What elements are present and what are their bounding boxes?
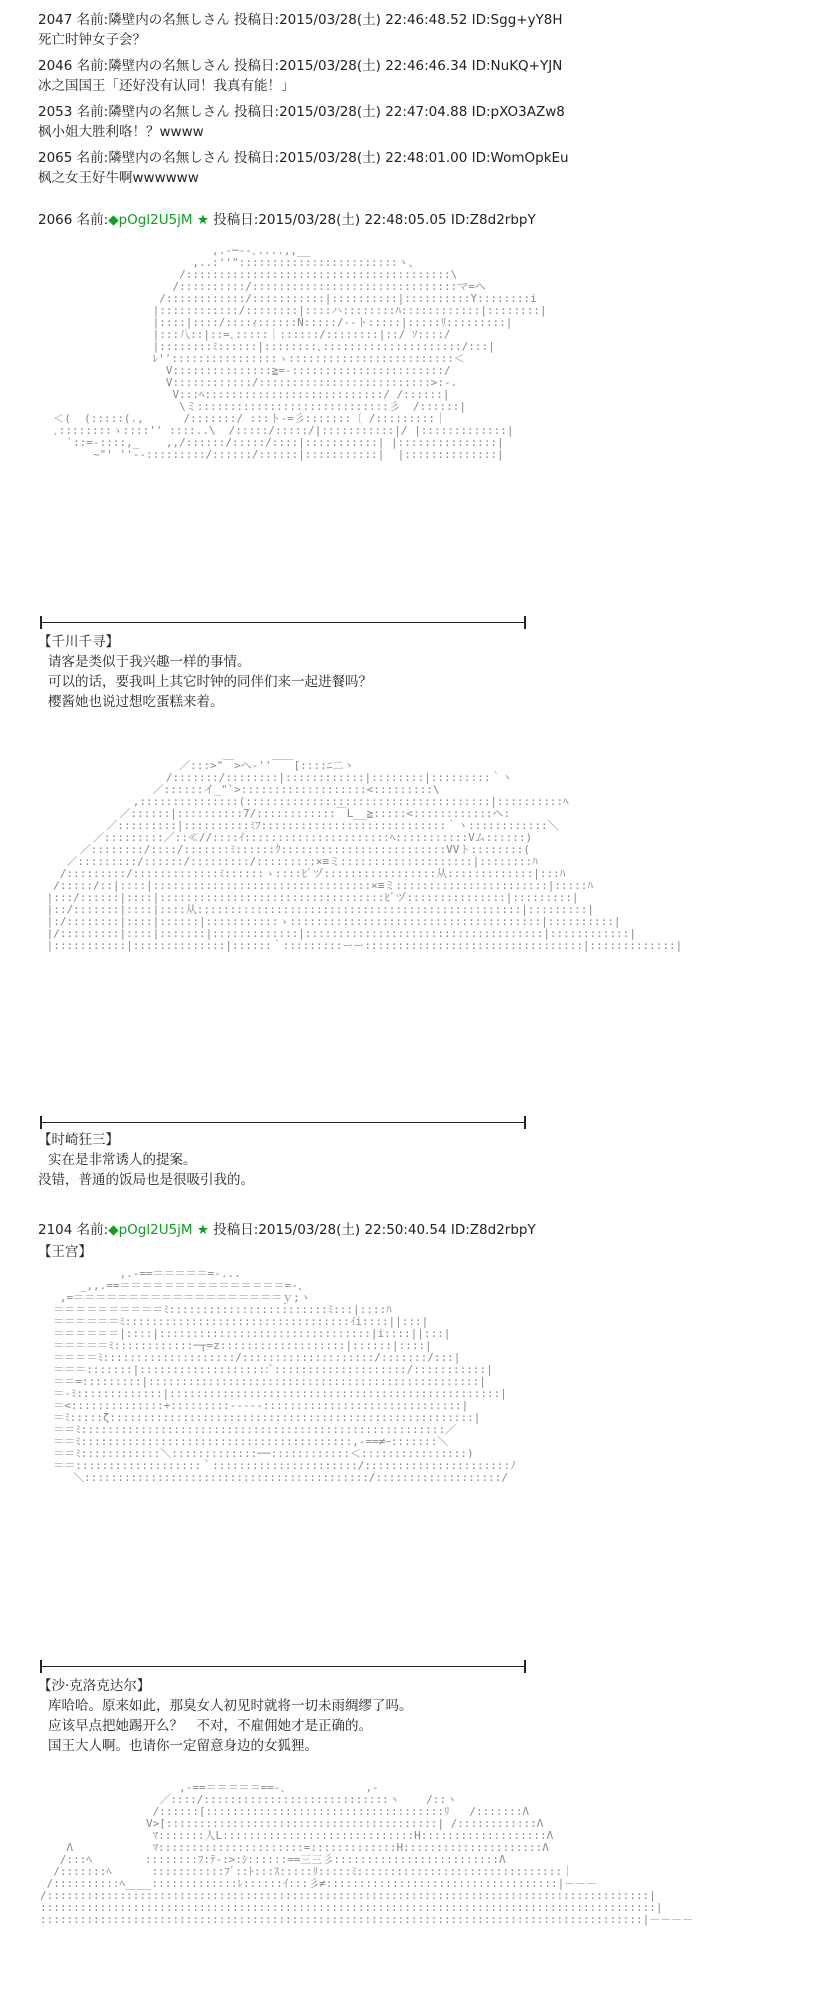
ascii-art-king: ,-==＝＝＝＝＝==-､ ,- ／::::/::::::::::::::::::::::::::::ヽ /::ヽ /::::::[::::::::::::::::::::::::::::::::::::ﾘ /:::::::Λ V>[:::::::::::::::::::::::::::::::::::::::::| /::::::::::::Λ ﾏ:::::::人L:::::::::::::::::::::::::::::H:::::::::::::::::::Λ Λ ﾏ::::::::::::::::::::::=:::::::::::::H:::::::::::::::::::::Λ /:::ﾍ ::::::::ﾌ:ﾃ-:>:ｼ::::::==三三彡:::::::::::::::::::::::::Λ /:::::::ﾍ :::::::::::ﾌﾞ::ﾄ:::ｽ:::::ﾘ:::::ﾐ:::::::::::::::::::::::::::::::｜ /::::::::::ﾍ____:::::::::::::ﾚ::::::ｲ:::彡≠:::::::::::::::::::::::::::::::::::|－－－ /:::::::::::::::::::::::::::::::::::::::::::::::::::::::::::::::::::::::::::::::::::::::::::| :::::::::::::::::::::::::::::::::::::::::::::::::::::::::::::::::::::::::::::::::::::::::::::| :::::::::::::::::::::::::::::::::::::::::::::::::::::::::::::::::::::::::::::::::::::::::::|－－－－: [40, 1781, 694, 1926]
post-body-2047: 死亡时钟女子会？: [38, 32, 146, 48]
post-header-2066: 2066 名前:◆pOgl2U5jM ★ 投稿日:2015/03/28(土) 22:48:05.05 ID:Z8d2rbpY: [38, 212, 536, 228]
separator-bar: [40, 1122, 526, 1123]
post-body-2046: 冰之国国王「还好没有认同！我真有能！」: [38, 78, 295, 94]
ascii-art-chihiro: ,.-─‐-､....,,__ ,..:''"::::::::::::::::::::::::ヽ、 /::::::::::::::::::::::::::::::::::::::::\ /::::::::::/:::::::::::::::::::::::::::::::マ=ヘ /::::::::::::/:::::::::::|::::::::::|::::::::::Y::::::::i |::::::::::::/::::::::|::::ハ::::::::ﾊ::::::::::::|::::::::| |::::|::::/::::ｨ::::::N:::::/-‐ト:::::|:::::ﾘ:::::::::| |:::八::|::=､:::::｜::::::/::::::::|::/ ｿ::::/ |::::::::ﾐ::::::|::::::::､:::::::::::::::::::::/:::| ﾚ''::::::::::::::::ゝ:::::::::::::::::::::::::＜ V:::::::::::::::≧=-:::::::::::::::::::::::/ V::::::::::::/::::::::::::::::::::::::::>:-. V:::ﾍ:::::::::::::::::::::::::::/ /::::::| \ミ:::::::::::::::::::::::::::::彡 /::::::| ＜( (:::::(., /:::::::/ :::ト-=彡:::::::〔 /:::::::::｜ ､::::::::ゝ::::'' ::::..\ /:::::/:::::/|:::::::::::|/ |:::::::::::::| `::=-::::,_ ,,/::::::/:::::/::::|:::::::::::| |:::::::::::::::| ~"' ''‐-:::::::::/::::::/::::::|:::::::::::| |::::::::::::::|: [53, 244, 547, 461]
separator-bar: [40, 622, 526, 623]
speaker-label: 【时崎狂三】: [38, 1132, 119, 1148]
tripcode: ◆pOgl2U5jM ★: [108, 1222, 209, 1238]
post-body-2065: 枫之女王好牛啊wwwwww: [38, 170, 199, 186]
post-header-2047: 2047 名前:隣壁内の名無しさん 投稿日:2015/03/28(土) 22:46:48.52 ID:Sgg+yY8H: [38, 12, 563, 28]
post-body-2053: 枫小姐大胜利咯！？wwww: [38, 124, 204, 140]
post-header-2053: 2053 名前:隣壁内の名無しさん 投稿日:2015/03/28(土) 22:47:04.88 ID:pXO3AZw8: [38, 104, 565, 120]
ascii-art-kurumi: ／:::>"￣>へ-''￣￣[::::ﾆ二ヽ /:::::::/::::::::|::::::::::::|::::::::|:::::::::｀ヽ ／::::::イ_"`>:::::::::::::::::::<:::::::::\ ,:::::::::::::::(:::::::::::::::::::::::::::::::::::::|::::::::::ﾍ ／::::::|::::::::::7/::::::::::::￣L__≧:::::<::::::::::::ヘ: ／:::::::::|::::::::::ﾐﾌ::::::::::::::::::::::::::::｀ヽ::::::::::::＼ ／:::::::::／::≪//::::ｲ::::::::::::::::::::::ﾍ:::::::::::Vム::::::) ／::::::::/::::/:::::::ﾐ::::::ｸ:::::::::::::::::::::::::VVト::::::::( ／:::::::::/::::::/:::::::::/:::::::::×≡ミ::::::::::::::::::::|::::::::ﾊ /:::::::::/:::::::::::::ﾐ::::::ゝ::::ﾋﾞヅ:::::::::::::::::从:::::::::::::|:::ﾊ /:::::/::|::::|:::::::::::::::::::::::::::::::::×≡ミ:::::::::::::::::::::::|:::::ﾊ |:::/::::::|::::|::::::::::::::::::::::::::::::::::ﾋﾞヅ:::::::::::::::|:::::::::| |::/:::::::|::::|::::从:::::::::::::::::::::::::::::::::::::::::::::::::|:::::::::| |:/::::::::|::::|::::::|:::::::::::ゝ::::::::::::::::::::::::::::::::::::::|::::::::::| |/:::::::::|::::|:::::::|:::::::::::::|::::::::::::::::::::::::::::::::::::|::::::::::::| |:::::::::::|::::::::::::::|::::::｀:::::::::ーー:::::::::::::::::::::::::::::::::|:::::::::::::|: [46, 759, 683, 952]
post-header-2046: 2046 名前:隣壁内の名無しさん 投稿日:2015/03/28(土) 22:46:46.34 ID:NuKQ+YJN: [38, 58, 563, 74]
separator-bar: [40, 1666, 526, 1667]
dialogue-crocodile: 【沙·克洛克达尔】 库哈哈。原来如此，那臭女人初见时就将一切未雨绸缪了吗。 应该早点把她踢开么？ 不对，不雇佣她才是正确的。 国王大人啊。也请你一定留意身边的女狐狸。: [38, 1678, 413, 1754]
post-header-2104: 2104 名前:◆pOgl2U5jM ★ 投稿日:2015/03/28(土) 22:50:40.54 ID:Z8d2rbpY: [38, 1222, 536, 1238]
ascii-art-crocodile: ,.-==＝＝＝＝＝=-... _,,.==＝＝＝＝＝＝＝＝＝＝＝＝＝＝＝=-、 ,=＝＝＝＝＝＝＝＝＝＝＝＝＝＝＝＝＝＝＝ｙ;ヽ ＝＝＝＝＝＝＝＝＝＝ﾐ::::::::::::::::::::::::ﾐ:::|::::ﾊ ＝＝＝＝＝＝ﾐ::::::::::::::::::::::::::::::::::ｲi::::||:::| ＝＝＝＝＝＝|::::|::::::::::::::::::::::::::::::::|i::::||:::| ＝＝＝＝＝ﾐ::::::::::::─┬=z:::::::::::::::::::|::::::|::::| ＝＝＝＝ﾐ::::::::::::::::::::/::::::::::::::::::::/:::::::/:::| ＝＝＝:::::::|::::::::::::::::::::ﾞ::::::::::::::::::::/:::::::::::| ＝＝=:::::::::|::::::::::::::::::::::::::::::::::::::::::::::::::| ＝-ﾐ:::::::::::::|::::::::::::::::::::::::::::::::::::::::::::::::::| ＝<::::::::::::::+:::::::::-----::::::::::::::::::::::::::::::| ＝ﾐ:::::ζ:::::::::::::::::::::::::::::::::::::::::::::::::::::::| ＝＝ﾐ:::::::::::::::::::::::::::::::::::::::::::::::::::::::／ ＝＝ﾐ:::::::::::::::::::::::::::::::::::::::::,-==≠ｰ:::::::＼ ＝＝ﾐ::::::::::::＼:::::::::::::──::::::::::::＜::::::::::::::::) ＝＝:::::::::::::::::::｀::::::::::::::::::::::/::::::::::::::::::::::ﾉ ＼:::::::::::::::::::::::::::::::::::::::::::/:::::::::::::::::::/: [53, 1267, 516, 1484]
speaker-label: 【沙·克洛克达尔】: [38, 1678, 151, 1694]
post-header-2065: 2065 名前:隣壁内の名無しさん 投稿日:2015/03/28(土) 22:48:01.00 ID:WomOpkEu: [38, 150, 569, 166]
tripcode: ◆pOgl2U5jM ★: [108, 212, 209, 228]
scene-label: 【王宫】: [38, 1244, 92, 1260]
speaker-label: 【千川千寻】: [38, 634, 119, 650]
dialogue-kurumi: 【时崎狂三】 实在是非常诱人的提案。 没错，普通的饭局也是很吸引我的。: [38, 1132, 254, 1188]
dialogue-chihiro: 【千川千寻】 请客是类似于我兴趣一样的事情。 可以的话，要我叫上其它时钟的同伴们来一起进餐吗？ 樱酱她也说过想吃蛋糕来着。: [38, 634, 372, 710]
